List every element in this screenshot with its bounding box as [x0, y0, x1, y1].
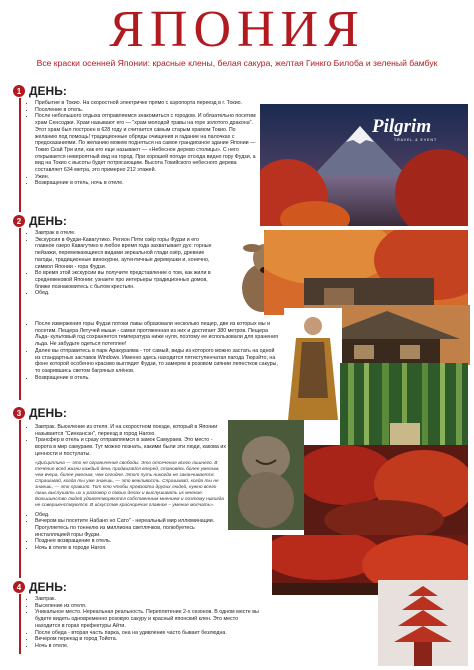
autumn-forest-photo [304, 445, 468, 535]
day-1-header [13, 84, 67, 98]
list-item: • Вечером вы посетите Набано но Сато" - нереальный мир иллюминации. Прогуляетесь по тоннелю из миллиона светлячков, полюбуетесь инсталляцией горы Фудзи. [35, 518, 226, 538]
list-item: • Позднее возвращение в отель. [35, 538, 226, 545]
day-2-text [28, 230, 218, 297]
list-item: • Трансфер в отель и сразу отправляемся в замок Самураев. Это место - ворота в мир самураев. Тут можно познать, какими были эти люди, какова их ценности и постулаты. [35, 437, 226, 457]
day-4-text [28, 596, 264, 650]
page-title: ЯПОНИЯ [109, 1, 365, 58]
list-item: • Экскурсия в Фудзи-Кавагутико. Регион Пяти озёр горы Фудзи и его главное озеро Кавагутико в любое время года захватывает дух: горные пейзажи, перемежающиеся видами зеркальной глади озёр, древние пагоды, традиционные винокурни, аутентичные деревушки и, конечно, символ Японии - гора Фудзи. [35, 237, 218, 271]
list-item: • Возвращение в отель, ночь в отеле. [35, 180, 256, 187]
day-3-text [28, 424, 226, 552]
list-item: • Выселение из отеля. [35, 603, 264, 610]
day-3-header [13, 406, 67, 420]
monk-photo [284, 308, 342, 428]
pilgrim-logo [372, 116, 437, 142]
list-item: • Вечером переезд в город Тойота. [35, 636, 264, 643]
page-subtitle: Все краски осенней Японии: красные клены, белая сакура, желтая Гинкго Билоба и зеленый бамбук [36, 58, 438, 68]
list-item: • Обед. [35, 290, 218, 297]
list-item: • После извержения горы Фудзи потоки лавы образовали несколько пещер, две из которых мы и посетим. Пещера Летучей мыши - самая протяженная из них и достигает 380 метров. Пещера Льда- культовый год сохраняется температура ниже нуля, поэтому ее использовали для хранения льда. Не забудьте одеться потеплее! [35, 321, 278, 348]
list-item: • Во время этой экскурсии вы получите представление о том, как жили в средневековой Японии: узнаете про интерьеры традиционных домов, ближе познакомитесь с бытом крестьян. [35, 270, 218, 290]
day-1-bar [19, 98, 21, 212]
day-2-label: ДЕНЬ: [29, 214, 67, 228]
list-item: • Завтрак. Выселение из отеля. И на скоростном поезде, который в Японии называется "Синкансэн", переезд в город Нагою. [35, 424, 226, 437]
day-4-number: 4 [13, 581, 25, 593]
list-item: • Уникальное место. Нереальная реальность. Переплетение 2-х сезонов. В одном месте вы будете видеть одновременно розовую сакуру и красный японский клен. Это место находится в горах префектуры Айти. [35, 609, 264, 629]
samurai-quote: «Дисциплина — это не ограничение свободы. Это отсечение всего лишнего. В течение всей жизни каждый день продвигайся вперед, становясь более умелым, чем вчера, более умелым, чем сегодня. Этот путь никогда не заканчивается. Спрашивай, когда ты уже знаешь, — это вежливость. Спрашивай, когда ты не знаешь, — это правило. Тот кто чтобы превзойти других людей, нужно всего лишь выслушать их и разговор о твоих делах и выслушивать их мнение. Большинство людей удовлетворяются собственным мнением и поэтому никогда не совершенствуются. В искусстве красноречия главное – умение молчать». [35, 460, 224, 508]
list-item: • Возвращение в отель. [35, 375, 278, 382]
day-3-bar [19, 420, 21, 578]
list-item: • Ночь в отеле. [35, 643, 264, 650]
day-1-text [28, 100, 256, 187]
list-item: • После небольшого отдыха отправляемся знакомиться с городом. И обязательно посетим храм Сенсоджи. Храм называют его — "храм молодой травы на горе золотого дракона". Этот храм был построен в 628 году и считается самым старым храмом Токио. По желанию под помощь! традиционные обряды очищения и гадание на палочках с предсказаниями. По желанию можем подняться на самое грандиозное здание Японии — Токио Скай Три или, как его еще называют — «Небесное дерево столицы». С него открывается невероятный вид на город. При хорошей погоде отсюда видно гору Фудзи, а вид на Токио с высоты будет потрясающим. Высота Токийского небесного дерева составляет 634 метра, это примерно 212 этажей. [35, 113, 256, 173]
pagoda-photo [378, 580, 468, 666]
list-item: • Далее вы отправитесь в парк Аракураяма - тот самый, виды из которого можно застать на одной из стандартных заставок Windows. Именно здесь находится пятиступенчатая пагода Тюрэйто, на фоне которой особенно красиво выглядит Фудзи, то замерев в розовом сиянии лепестков сакуры, то озарившись светом багряных клёнов. [35, 348, 278, 375]
jizo-statue-photo [228, 420, 304, 530]
village-lake-photo [264, 230, 468, 315]
list-item: • После обеда - вторая часть парка, она на удивление часто бывает безлюдна. [35, 630, 264, 637]
day-2-header [13, 214, 67, 228]
bamboo-forest-photo [340, 363, 468, 451]
day-4-header [13, 580, 67, 594]
day-3-label: ДЕНЬ: [29, 406, 67, 420]
day-4-label: ДЕНЬ: [29, 580, 67, 594]
day-2-number: 2 [13, 215, 25, 227]
logo-brand: Pilgrim [372, 116, 432, 137]
day-2-text-cont [28, 321, 278, 381]
day-2-bar [19, 228, 21, 400]
day-4-bar [19, 594, 21, 654]
list-item: • Прибытие в Токио. На скоростной электричке прямо с аэропорта переезд в г. Токио. [35, 100, 256, 107]
list-item: • Ночь в отеле в городе Нагоя. [35, 545, 226, 552]
logo-tagline: TRAVEL & EVENT [394, 138, 438, 142]
day-1-number: 1 [13, 85, 25, 97]
list-item: • Завтрак. [35, 596, 264, 603]
list-item: • Ужин. [35, 174, 256, 181]
list-item: • Обед. [35, 512, 226, 519]
list-item: • Завтрак в отеле. [35, 230, 218, 237]
day-3-number: 3 [13, 407, 25, 419]
day-1-label: ДЕНЬ: [29, 84, 67, 98]
list-item: • Поселение в отель. [35, 107, 256, 114]
